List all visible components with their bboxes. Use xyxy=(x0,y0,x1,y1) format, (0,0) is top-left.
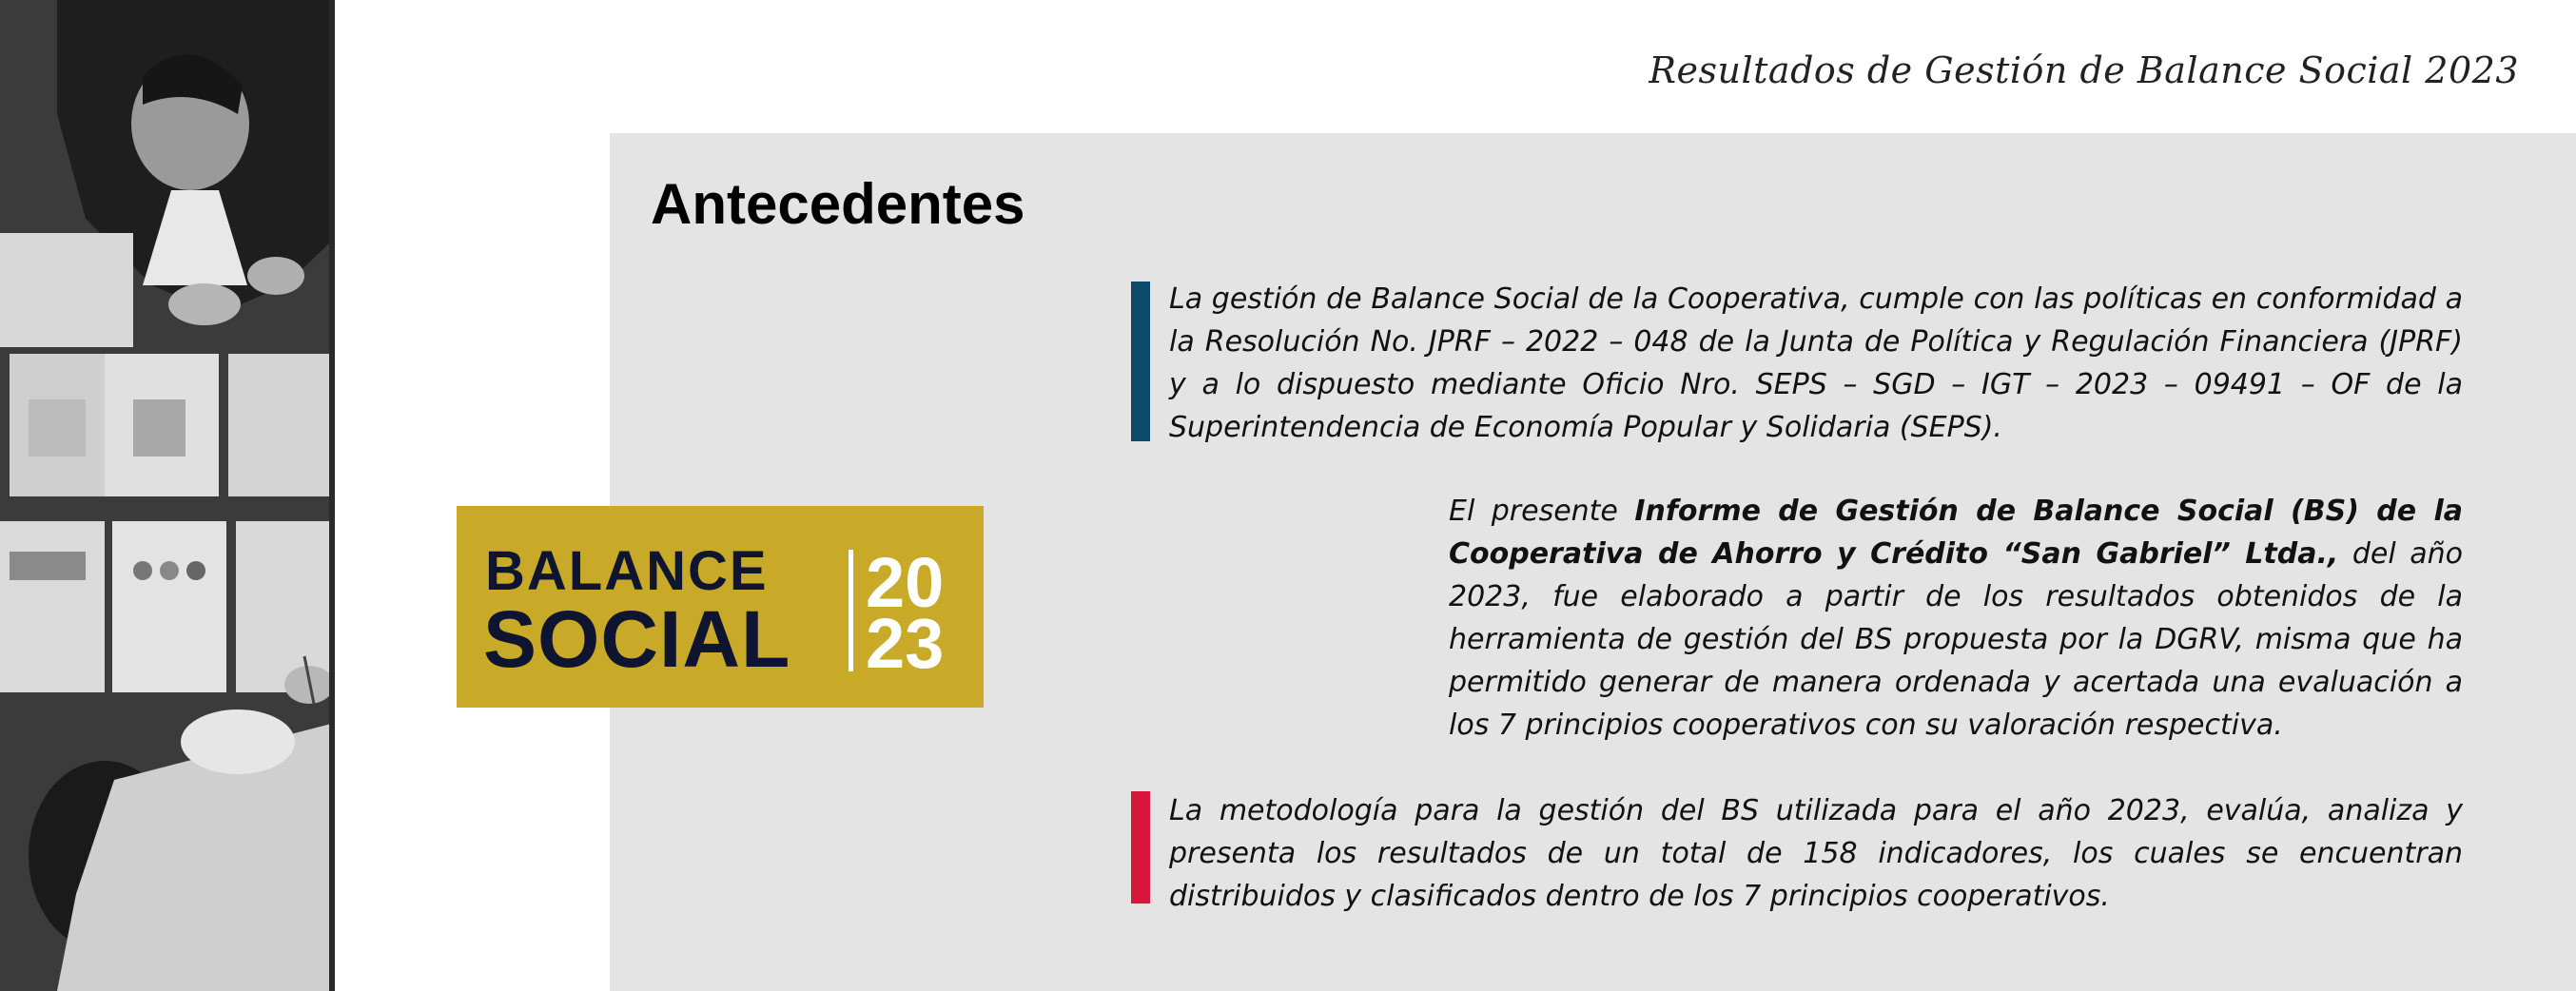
paragraph-informe-rest: del año 2023, fue elaborado a partir de los resultados obtenidos de la herramienta de gestión del BS propuesta por la DGRV, misma que ha permitido generar de manera ordenada y acertada una evaluación a los 7 principios cooperativos con su valoración respectiva. xyxy=(1449,537,2463,742)
logo-separator xyxy=(849,550,853,671)
logo-word-balance: BALANCE xyxy=(485,540,769,602)
accent-bar-red xyxy=(1131,791,1150,904)
document-header-title: Resultados de Gestión de Balance Social 2023 xyxy=(1649,49,2519,91)
logo-year-top: 20 xyxy=(866,543,945,622)
accent-bar-blue xyxy=(1131,282,1150,441)
logo-word-social: SOCIAL xyxy=(483,594,791,684)
paragraph-metodologia: La metodología para la gestión del BS utilizada para el año 2023, evalúa, analiza y presenta los resultados de un total de 158 indicadores, los cuales se encuentran distribuidos y clasificados dentro de los 7 principios cooperativos. xyxy=(1169,794,2463,913)
logo-year-bottom: 23 xyxy=(866,604,945,683)
paragraph-informe-bold: Informe de Gestión de Balance Social (BS) de la Cooperativa de Ahorro y Crédito “San Gabriel” Ltda., xyxy=(1449,495,2463,571)
balance-social-logo xyxy=(457,506,984,708)
paragraph-normativa: La gestión de Balance Social de la Cooperativa, cumple con las políticas en conformidad a la Resolución No. JPRF – 2022 – 048 de la Junta de Política y Regulación Financiera (JPRF) y a lo dispuesto mediante Oficio Nro. SEPS – SGD – IGT – 2023 – 09491 – OF de la Superintendencia de Economía Popular y Solidaria (SEPS). xyxy=(1169,282,2463,444)
paragraph-informe-intro: El presente xyxy=(1449,495,1635,528)
business-meeting-photo xyxy=(0,0,335,991)
section-title: Antecedentes xyxy=(651,172,1025,236)
paragraph-informe xyxy=(1449,490,2463,747)
